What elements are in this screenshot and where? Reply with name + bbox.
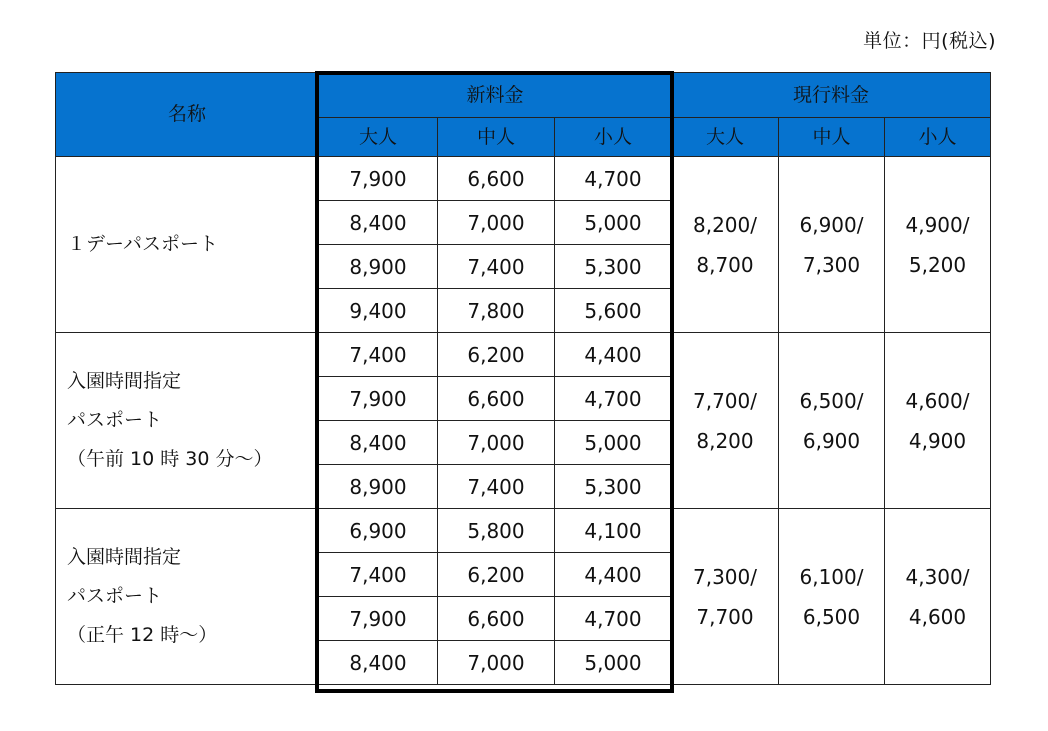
new-price-adult: 7,900 xyxy=(319,157,438,201)
new-price-adult: 9,400 xyxy=(319,289,438,333)
new-price-child: 4,400 xyxy=(555,333,672,377)
new-price-child: 5,000 xyxy=(555,641,672,685)
new-price-adult: 7,900 xyxy=(319,377,438,421)
new-price-middle: 7,800 xyxy=(438,289,555,333)
current-price-line: 6,900/ xyxy=(799,212,864,237)
new-price-middle: 6,200 xyxy=(438,553,555,597)
new-price-middle: 7,000 xyxy=(438,641,555,685)
new-price-adult: 8,900 xyxy=(319,465,438,509)
new-price-middle: 6,600 xyxy=(438,157,555,201)
header-name: 名称 xyxy=(56,73,319,157)
current-price-adult xyxy=(672,157,779,333)
current-price-line: 6,500 xyxy=(802,604,861,629)
current-price-line: 8,200 xyxy=(696,428,754,453)
new-price-adult: 7,400 xyxy=(319,553,438,597)
ticket-name-line: （午前 10 時 30 分～） xyxy=(67,448,273,470)
new-price-middle: 7,400 xyxy=(438,465,555,509)
new-price-child: 5,000 xyxy=(555,201,672,245)
new-price-middle: 7,000 xyxy=(438,201,555,245)
new-price-child: 5,300 xyxy=(555,465,672,509)
current-price-line: 6,100/ xyxy=(799,564,864,589)
current-price-middle xyxy=(779,157,885,333)
current-price-line: 7,300/ xyxy=(693,564,757,589)
current-price-line: 5,200 xyxy=(908,252,967,277)
current-price-line: 6,500/ xyxy=(799,388,864,413)
current-price-line: 4,900 xyxy=(908,428,967,453)
new-price-child: 5,000 xyxy=(555,421,672,465)
new-price-adult: 8,400 xyxy=(319,641,438,685)
current-price-child xyxy=(885,157,991,333)
new-price-adult: 7,400 xyxy=(319,333,438,377)
unit-label: 単位：円(税込) xyxy=(863,30,996,52)
header-current-middle: 中人 xyxy=(779,118,885,157)
new-price-adult: 8,400 xyxy=(319,201,438,245)
header-current-price: 現行料金 xyxy=(672,73,991,118)
header-new-price: 新料金 xyxy=(319,73,672,118)
new-price-child: 4,700 xyxy=(555,597,672,641)
new-price-adult: 8,900 xyxy=(319,245,438,289)
new-price-middle: 7,400 xyxy=(438,245,555,289)
new-price-middle: 6,600 xyxy=(438,597,555,641)
price-table xyxy=(55,72,991,685)
current-price-line: 4,300/ xyxy=(905,564,970,589)
new-price-middle: 5,800 xyxy=(438,509,555,553)
new-price-child: 5,600 xyxy=(555,289,672,333)
current-price-line: 4,600 xyxy=(908,604,967,629)
ticket-name-line: パスポート xyxy=(67,585,163,607)
current-price-line: 6,900 xyxy=(802,428,861,453)
current-price-middle xyxy=(779,333,885,509)
ticket-name-line: 入園時間指定 xyxy=(67,370,182,392)
current-price-line: 4,600/ xyxy=(905,388,970,413)
new-price-child: 4,400 xyxy=(555,553,672,597)
new-price-middle: 6,600 xyxy=(438,377,555,421)
current-price-line: 7,700 xyxy=(696,604,754,629)
new-price-adult: 6,900 xyxy=(319,509,438,553)
current-price-child xyxy=(885,509,991,685)
current-price-line: 8,200/ xyxy=(693,212,757,237)
current-price-line: 4,900/ xyxy=(905,212,970,237)
ticket-name xyxy=(56,157,319,333)
new-price-child: 4,100 xyxy=(555,509,672,553)
current-price-adult xyxy=(672,333,779,509)
current-price-middle xyxy=(779,509,885,685)
header-new-adult: 大人 xyxy=(319,118,438,157)
new-price-child: 4,700 xyxy=(555,377,672,421)
ticket-name-line: （正午 12 時～） xyxy=(67,624,218,646)
current-price-child xyxy=(885,333,991,509)
table-row xyxy=(56,157,991,201)
ticket-name xyxy=(56,509,319,685)
new-price-child: 4,700 xyxy=(555,157,672,201)
table-row xyxy=(56,333,991,377)
table-row xyxy=(56,509,991,553)
current-price-adult xyxy=(672,509,779,685)
new-price-adult: 8,400 xyxy=(319,421,438,465)
table-body xyxy=(56,157,991,685)
ticket-name-line: １デーパスポート xyxy=(67,233,219,255)
header-current-adult: 大人 xyxy=(672,118,779,157)
new-price-child: 5,300 xyxy=(555,245,672,289)
ticket-name-line: パスポート xyxy=(67,409,163,431)
new-price-adult: 7,900 xyxy=(319,597,438,641)
current-price-line: 7,700/ xyxy=(693,388,757,413)
current-price-line: 8,700 xyxy=(696,252,754,277)
new-price-middle: 7,000 xyxy=(438,421,555,465)
new-price-middle: 6,200 xyxy=(438,333,555,377)
header-current-child: 小人 xyxy=(885,118,991,157)
ticket-name xyxy=(56,333,319,509)
current-price-line: 7,300 xyxy=(802,252,861,277)
header-new-child: 小人 xyxy=(555,118,672,157)
header-new-middle: 中人 xyxy=(438,118,555,157)
ticket-name-line: 入園時間指定 xyxy=(67,546,182,568)
